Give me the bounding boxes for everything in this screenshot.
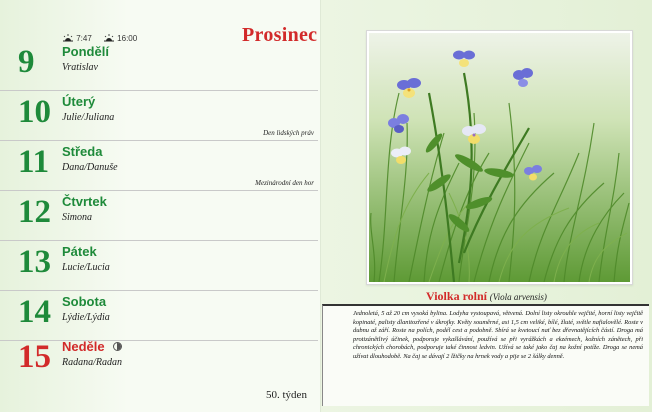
name-day: Radana/Radan	[62, 357, 122, 368]
day-number: 9	[18, 44, 35, 80]
day-number: 14	[18, 294, 51, 330]
day-note: Mezinárodní den hor	[255, 179, 314, 187]
day-row-15	[0, 335, 318, 385]
day-row-13	[0, 240, 318, 291]
day-name: Čtvrtek	[62, 194, 107, 209]
day-name: Sobota	[62, 294, 107, 309]
day-row-12	[0, 190, 318, 241]
days-column	[0, 0, 320, 412]
day-number: 13	[18, 244, 51, 280]
name-day: Vratislav	[62, 62, 98, 73]
violet-illustration	[369, 33, 630, 282]
plant-name: Violka rolní	[426, 289, 488, 303]
page-divider	[320, 0, 321, 412]
day-name: Pátek	[62, 244, 97, 259]
plant-illustration	[366, 30, 633, 285]
name-day: Julie/Juliana	[62, 112, 115, 123]
day-row-10	[0, 90, 318, 141]
name-day: Lucie/Lucia	[62, 262, 110, 273]
plant-caption	[426, 289, 547, 304]
day-note: Den lidských práv	[263, 129, 314, 137]
moon-phase-icon	[113, 342, 122, 351]
week-number: 50. týden	[266, 389, 307, 401]
plant-latin-name: (Viola arvensis)	[489, 292, 547, 302]
day-row-9	[0, 40, 318, 91]
day-row-11	[0, 140, 318, 191]
day-number: 12	[18, 194, 51, 230]
name-day: Dana/Danuše	[62, 162, 118, 173]
day-number: 15	[18, 339, 51, 375]
plant-description-box	[322, 304, 649, 406]
plant-description: Jednoletá, 5 až 20 cm vysoká bylina. Lodyha vystoupavá, větvená. Dolní listy okrouhle vejčité, horní listy vejčitě kopinaté, palisty dlanitozřené v úkrojky. Květy souměrné, asi 1,5 cm veliké, bílé, žluté, světle nafialovělé. Roste v dubnu až září. Roste na polích, podél cest a podobně. Sbírá se kvetoucí nať bez dřevnatějících částí. Droga má protizánětlivý účinek, podporuje vykašlávání, používá se při vyrážkách a ekzémech, kožních zánětech, při chronických chorobách, podporuje také činnost ledvin. Užívá se také jako čaj na kožní potíže. Droga se nemá užívat dlouhodobě. Na čaj se dávají 2 lžičky na hrnek vody a pije se 2 šálky denně.	[353, 310, 643, 360]
name-day: Lýdie/Lýdia	[62, 312, 110, 323]
day-name: Úterý	[62, 94, 96, 109]
name-day: Simona	[62, 212, 92, 223]
day-name: Neděle	[62, 339, 122, 354]
sunset-time: 16:00	[117, 34, 138, 43]
day-name: Středa	[62, 144, 103, 159]
day-number: 10	[18, 94, 51, 130]
day-number: 11	[18, 144, 50, 180]
day-name: Pondělí	[62, 44, 109, 59]
day-row-14	[0, 290, 318, 341]
sunrise-time: 7:47	[76, 34, 92, 43]
month-title: Prosinec	[242, 24, 318, 46]
